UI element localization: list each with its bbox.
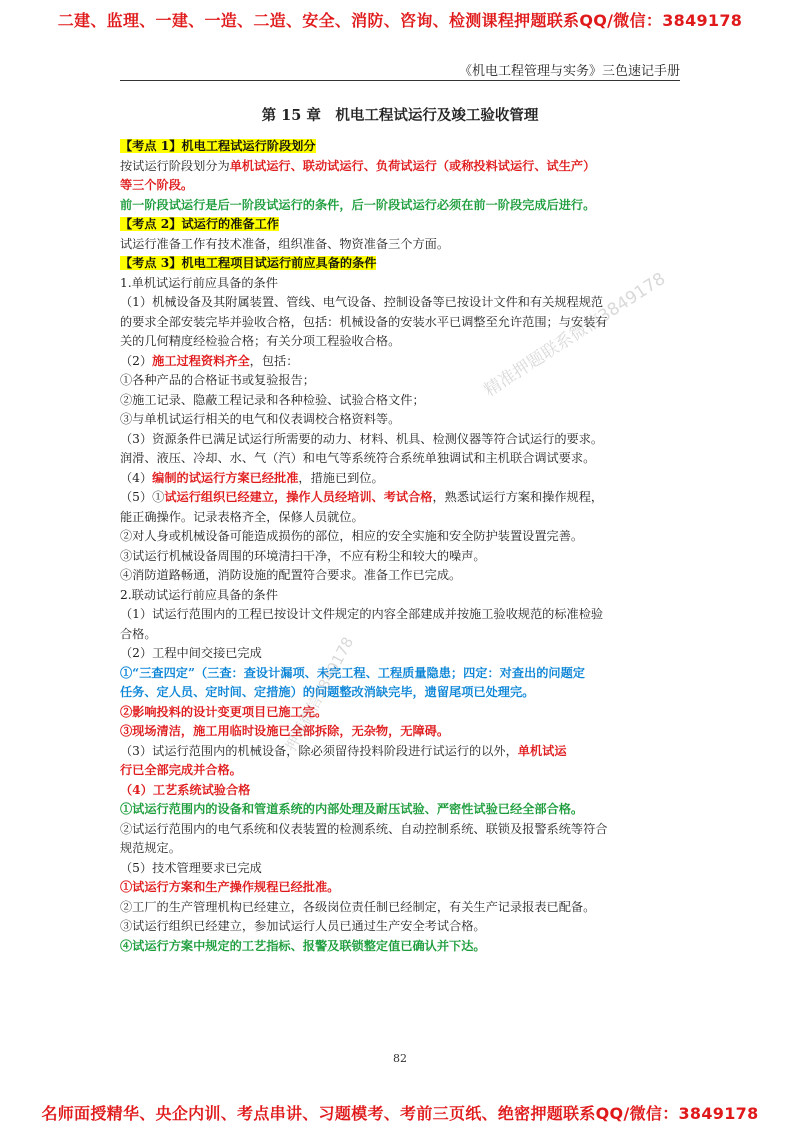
text-segment: 行已全部完成并合格。 [120,763,242,777]
text-segment: 能正确操作。记录表格齐全，保修人员就位。 [120,509,364,524]
text-line [120,137,680,157]
text-line [120,722,680,742]
text-segment: 关的几何精度经检验合格；有关分项工程验收合格。 [120,334,401,348]
text-line [120,742,680,762]
text-segment: 等三个阶段。 [120,178,194,192]
text-segment: 试运行组织已经建立，操作人员经培训、考试合格 [164,490,433,504]
section-heading: 【考点 2】试运行的准备工作 [120,217,279,231]
text-segment: ②工厂的生产管理机构已经建立，各级岗位责任制已经制定，有关生产记录报表已配备。 [120,899,596,914]
bottom-banner: 名师面授精华、央企内训、考点串讲、习题模考、考前三页纸、绝密押题联系QQ/微信：3849178 [41,1104,759,1123]
text-line [120,527,680,547]
text-line [120,430,680,450]
text-line [120,683,680,703]
text-line [120,800,680,820]
text-segment: 单机试运行、联动试运行、负荷试运行（或称投料试运行、试生产） [229,158,596,173]
text-segment: 润滑、液压、冷却、水、气（汽）和电气等系统符合系统单独调试和主机联合调试要求。 [120,451,596,465]
section-heading: 【考点 3】机电工程项目试运行前应具备的条件 [120,256,377,270]
text-line [120,508,680,528]
text-segment: ②试运行范围内的电气系统和仪表装置的检测系统、自动控制系统、联锁及报警系统等符合 [120,821,608,836]
text-line [120,332,680,352]
text-line [120,566,680,586]
section-heading: 【考点 1】机电工程试运行阶段划分 [120,139,316,153]
text-segment: ③与单机试运行相关的电气和仪表调校合格资料等。 [120,412,401,426]
text-segment: （3）资源条件已满足试运行所需要的动力、材料、机具、检测仪器等符合试运行的要求。 [120,431,604,446]
text-segment: ①试运行方案和生产操作规程已经批准。 [120,880,340,894]
text-segment: ，包括： [249,353,299,368]
text-line [120,547,680,567]
text-segment: ②施工记录、隐蔽工程记录和各种检验、试验合格文件； [120,392,425,407]
text-segment: 单机试运 [517,743,567,758]
text-segment: 施工过程资料齐全 [152,353,250,368]
text-segment: ②影响投料的设计变更项目已施工完。 [120,704,328,719]
text-line [120,469,680,489]
watermark: 押题微信3849178 [281,633,358,755]
text-line [120,859,680,879]
chapter-title: 第 15 章 机电工程试运行及竣工验收管理 [261,107,539,124]
text-segment: ③试运行机械设备周围的环境清扫干净，不应有粉尘和较大的噪声。 [120,548,486,563]
text-line [120,761,680,781]
text-segment: ①试运行范围内的设备和管道系统的内部处理及耐压试验、严密性试验已经全部合格。 [120,802,584,816]
text-line [120,703,680,723]
header-title: 《机电工程管理与实务》三色速记手册 [458,64,680,79]
text-segment: ，措施已到位。 [298,470,384,485]
text-line [120,410,680,430]
text-segment: 的要求全部安装完毕并验收合格，包括：机械设备的安装水平已调整至允许范围；与安装有 [120,314,608,329]
text-line [120,878,680,898]
text-segment: ①“三查四定”（三查：查设计漏项、未完工程、工程质量隐患；四定：对查出的问题定 [120,665,585,680]
text-line [120,235,680,255]
text-segment: （5）技术管理要求已完成 [120,860,262,875]
watermark: 精准押题联系微信3849178 [480,268,670,401]
text-segment: ④试运行方案中规定的工艺指标、报警及联锁整定值已确认并下达。 [120,938,486,953]
header-rule [120,80,680,81]
text-line [120,157,680,177]
text-line [120,215,680,235]
text-line [120,274,680,294]
text-segment: 合格。 [120,626,157,641]
text-segment: 试运行准备工作有技术准备，组织准备、物资准备三个方面。 [120,236,450,251]
text-segment: ，熟悉试运行方案和操作规程， [432,490,604,504]
text-segment: 2.联动试运行前应具备的条件 [120,587,278,602]
text-line [120,917,680,937]
text-segment: 编制的试运行方案已经批准 [152,470,299,485]
page-number: 82 [393,1052,407,1065]
text-line [120,937,680,957]
text-line [120,839,680,859]
text-line [120,605,680,625]
text-segment: 1.单机试运行前应具备的条件 [120,275,278,290]
text-segment: 按试运行阶段划分为 [120,158,230,173]
text-segment: ③试运行组织已经建立，参加试运行人员已通过生产安全考试合格。 [120,919,486,933]
text-line [120,196,680,216]
text-line [120,488,680,508]
text-segment: （2）工程中间交接已完成 [120,646,262,660]
text-line [120,781,680,801]
text-segment: （3）试运行范围内的机械设备，除必须留待投料阶段进行试运行的以外， [120,743,518,758]
text-line [120,449,680,469]
text-segment: ②对人身或机械设备可能造成损伤的部位，相应的安全实施和安全防护装置设置完善。 [120,529,584,543]
text-segment: （4） [120,470,153,485]
text-segment: 规范规定。 [120,841,181,855]
text-line [120,391,680,411]
text-segment: （2） [120,353,153,368]
text-segment: （5）① [120,490,165,504]
text-line [120,176,680,196]
text-line [120,898,680,918]
text-line [120,586,680,606]
text-segment: （4）工艺系统试验合格 [120,782,251,797]
text-segment: ①各种产品的合格证书或复验报告； [120,373,315,387]
text-segment: 任务、定人员、定时间、定措施）的问题整改消缺完毕，遗留尾项已处理完。 [120,685,535,699]
text-line [120,820,680,840]
text-line [120,625,680,645]
text-line [120,644,680,664]
text-segment: （1）机械设备及其附属装置、管线、电气设备、控制设备等已按设计文件和有关规程规范 [120,295,604,309]
text-segment: 前一阶段试运行是后一阶段试运行的条件，后一阶段试运行必须在前一阶段完成后进行。 [120,197,596,212]
text-segment: （1）试运行范围内的工程已按设计文件规定的内容全部建成并按施工验收规范的标准检验 [120,607,604,621]
text-line [120,371,680,391]
text-segment: ④消防道路畅通，消防设施的配置符合要求。准备工作已完成。 [120,568,462,582]
text-segment: ③现场清洁，施工用临时设施已全部拆除，无杂物，无障碍。 [120,724,450,738]
text-line [120,664,680,684]
document-body [120,137,680,956]
top-banner: 二建、监理、一建、一造、二造、安全、消防、咨询、检测课程押题联系QQ/微信：3849178 [57,11,743,30]
text-line [120,352,680,372]
text-line [120,254,680,274]
